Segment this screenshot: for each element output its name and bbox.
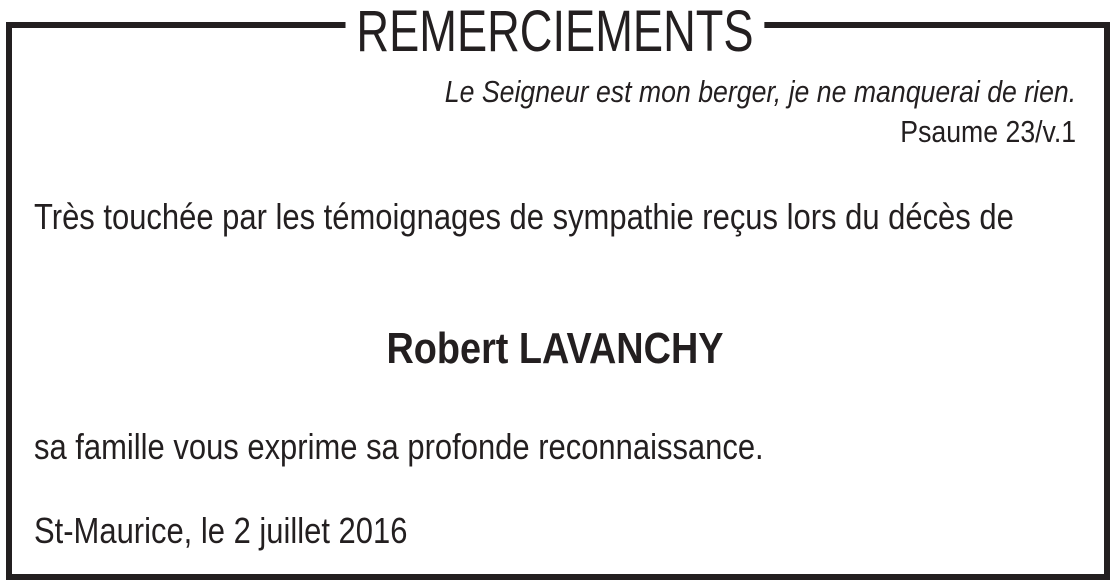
place-and-date: St-Maurice, le 2 juillet 2016 xyxy=(34,510,408,551)
deceased-name: Robert LAVANCHY xyxy=(386,324,724,373)
quote-text: Le Seigneur est mon berger, je ne manquerai de rien. xyxy=(444,74,1076,109)
notice-title: REMERCIEMENTS xyxy=(346,0,765,64)
intro-text: Très touchée par les témoignages de sympathie reçus lors du décès de xyxy=(34,196,1014,237)
bible-quote xyxy=(445,72,1076,152)
quote-reference: Psaume 23/v.1 xyxy=(900,114,1076,149)
thanks-text: sa famille vous exprime sa profonde reconnaissance. xyxy=(34,426,764,467)
